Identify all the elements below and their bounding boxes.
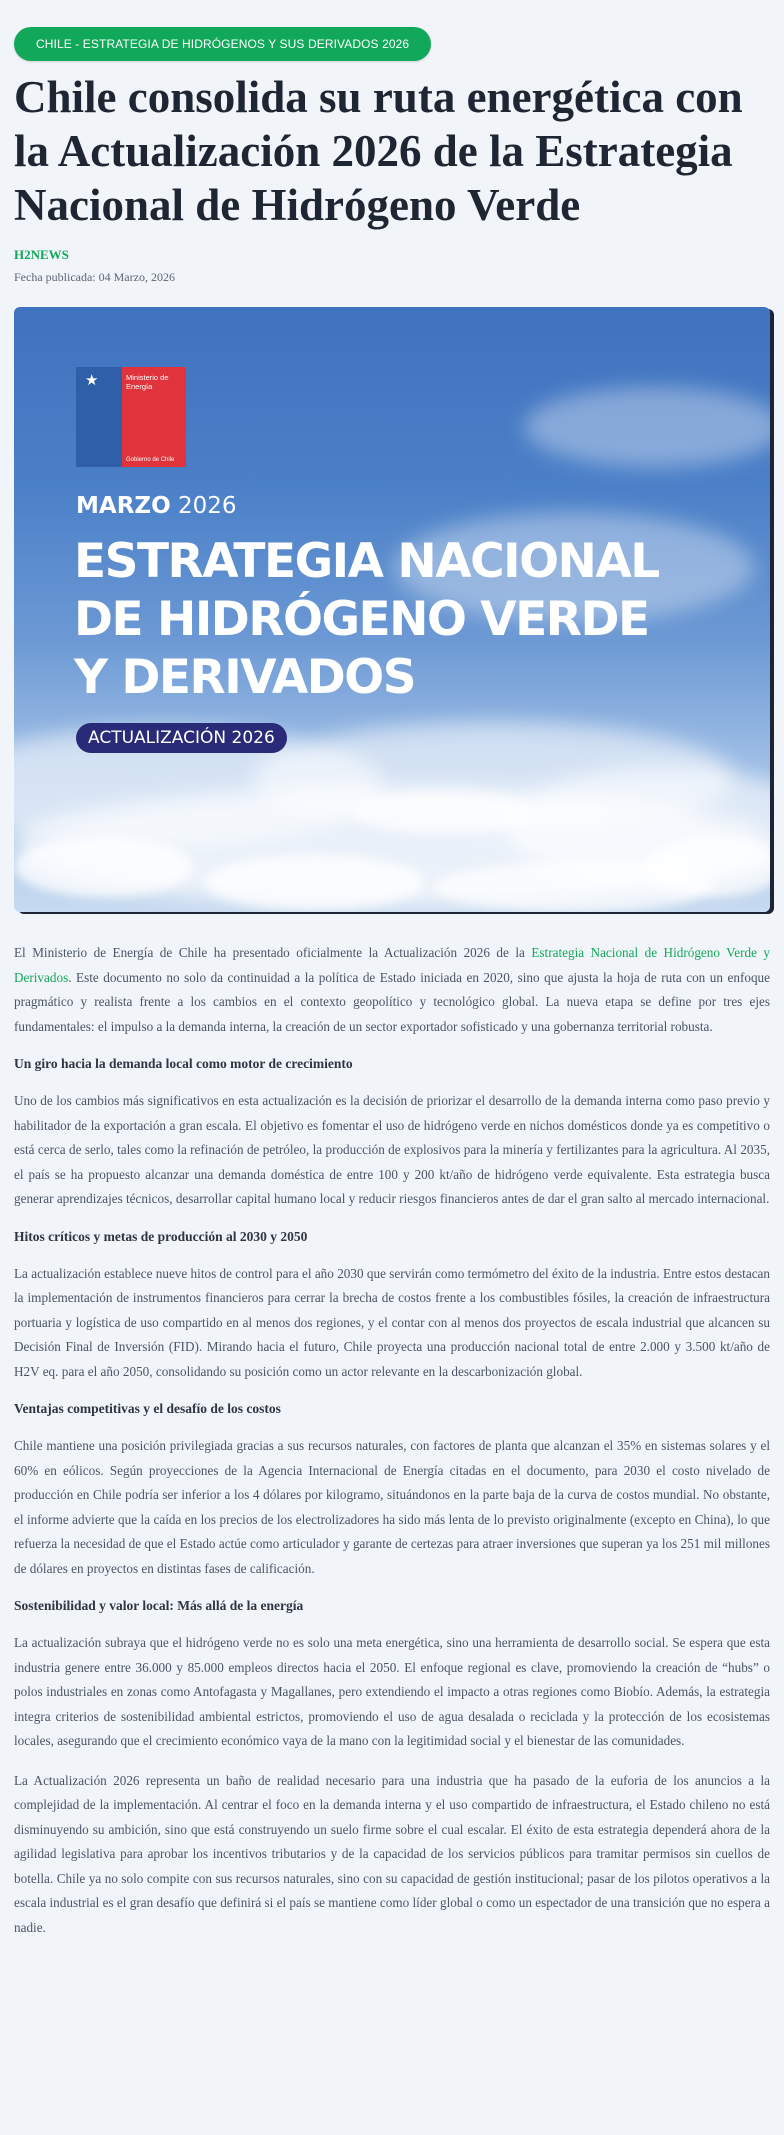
logo-ministry-text: Ministerio de Energía	[126, 373, 169, 391]
logo-government-text: Gobierno de Chile	[126, 457, 175, 463]
hero-date-year: 2026	[177, 493, 237, 519]
category-tag[interactable]: CHILE - ESTRATEGIA DE HIDRÓGENOS Y SUS DERIVADOS 2026	[14, 27, 431, 61]
article-paragraph: La actualización subraya que el hidrógeno verde no es solo una meta energética, sino una herramienta de desarrollo social. Se espera que esta industria genere entre 36.000 y 85.000 empleos directos hacia el 2050. El enfoque regional es clave, promoviendo la creación de “hubs” o polos industriales en zonas como Antofagasta y Magallanes, pero extendiendo el impacto a otras regiones como Biobío. Además, la estrategia integra criterios de sostenibilidad ambiental estrictos, promoviendo el uso de agua desalada o reciclada y la protección de los ecosistemas locales, asegurando que el crecimiento económico vaya de la mano con la legitimidad social y el bienestar de las comunidades.	[14, 1635, 770, 1748]
hero-title-line: Y DERIVADOS	[74, 650, 416, 705]
hero-badge: ACTUALIZACIÓN 2026	[76, 723, 287, 753]
intro-text-continued: . Este documento no solo da continuidad a la política de Estado iniciada en 2020, sino que ajusta la hoja de ruta con un enfoque pragmático y realista frente a los cambios en el contexto geopolítico y tecnológico global. La nueva etapa se define por tres ejes fundamentales: el impulso a la demanda interna, la creación de un sector exportador sofisticado y una gobernanza territorial robusta.	[14, 969, 770, 1034]
hero-date	[76, 493, 237, 519]
hero-image	[14, 307, 770, 912]
hero-title-line: ESTRATEGIA NACIONAL	[74, 534, 659, 589]
section-heading: Hitos críticos y metas de producción al 2030 y 2050	[14, 1228, 308, 1244]
article-paragraph: La Actualización 2026 representa un baño de realidad necesario para una industria que ha pasado de la euforia de los anuncios a la complejidad de la implementación. Al centrar el foco en la demanda interna y el uso compartido de infraestructura, el Estado chileno no está disminuyendo su ambición, sino que está construyendo un suelo firme sobre el cual escalar. El éxito de esta estrategia dependerá ahora de la agilidad legislativa para aprobar los incentivos tributarios y de la capacidad de los servicios públicos para tramitar permisos sin cuellos de botella. Chile ya no solo compite con sus recursos naturales, sino con su capacidad de gestión institucional; pasar de los pilotos operativos a la escala industrial es el gran desafío que definirá si el país se mantiene como líder global o como un espectador de una transición que no espera a nadie.	[14, 1772, 770, 1935]
article-paragraph: Chile mantiene una posición privilegiada gracias a sus recursos naturales, con factores de planta que alcanzan el 35% en sistemas solares y el 60% en eólicos. Según proyecciones de la Agencia Internacional de Energía citadas en el documento, para 2030 el costo nivelado de producción en Chile podría ser inferior a los 4 dólares por kilogramo, situándonos en la parte baja de la curva de costos mundial. No obstante, el informe advierte que la caída en los precios de los electrolizadores ha sido más lenta de lo previsto originalmente (excepto en China), lo que refuerza la necesidad de que el Estado actúe como articulador y garante de certezas para atraer inversiones que superan ya los 251 mil millones de dólares en proyectos en distintas fases de calificación.	[14, 1438, 770, 1576]
hero-title-line: DE HIDRÓGENO VERDE	[74, 592, 649, 647]
intro-paragraph	[14, 941, 770, 1039]
article-body	[14, 941, 770, 1955]
ministry-logo	[76, 367, 186, 467]
source-label[interactable]: H2NEWS	[14, 247, 69, 262]
hero-date-month: MARZO	[76, 493, 171, 519]
publish-date: Fecha publicada: 04 Marzo, 2026	[14, 270, 175, 284]
article-paragraph: La actualización establece nueve hitos de control para el año 2030 que servirán como termómetro del éxito de la industria. Entre estos destacan la implementación de instrumentos financieros para cerrar la brecha de costos frente a los combustibles fósiles, la creación de infraestructura portuaria y logística de uso compartido en al menos dos regiones, y el contar con al menos dos proyectos de escala industrial que alcancen su Decisión Final de Inversión (FID). Mirando hacia el futuro, Chile proyecta una producción nacional total de entre 2.000 y 3.500 kt/año de H2V eq. para el año 2050, consolidando su posición como un actor relevante en la descarbonización global.	[14, 1265, 770, 1379]
section-heading: Ventajas competitivas y el desafío de los costos	[14, 1401, 281, 1416]
article-paragraph: Uno de los cambios más significativos en esta actualización es la decisión de priorizar el desarrollo de la demanda interna como paso previo y habilitador de la exportación a gran escala. El objetivo es fomentar el uso de hidrógeno verde en nichos domésticos donde ya es competitivo o está cerca de serlo, tales como la refinación de petróleo, la producción de explosivos para la minería y fertilizantes para la agricultura. Al 2035, el país se ha propuesto alcanzar una demanda doméstica de entre 100 y 200 kt/año de hidrógeno verde equivalente. Esta estrategia busca generar aprendizajes técnicos, desarrollar capital humano local y reducir riesgos financieros antes de dar el gran salto al mercado internacional.	[14, 1093, 770, 1206]
strategy-link[interactable]: Estrategia Nacional de Hidrógeno Verde y Derivados	[14, 945, 771, 985]
section-heading: Sostenibilidad y valor local: Más allá de la energía	[14, 1598, 304, 1613]
hero-title	[74, 533, 754, 707]
article-headline: Chile consolida su ruta energética con la Actualización 2026 de la Estrategia Nacional de Hidrógeno Verde	[14, 72, 743, 230]
chile-star-icon: ★	[85, 371, 99, 389]
intro-text: El Ministerio de Energía de Chile ha presentado oficialmente la Actualización 2026 de la	[14, 945, 532, 960]
section-heading: Un giro hacia la demanda local como motor de crecimiento	[14, 1056, 353, 1071]
